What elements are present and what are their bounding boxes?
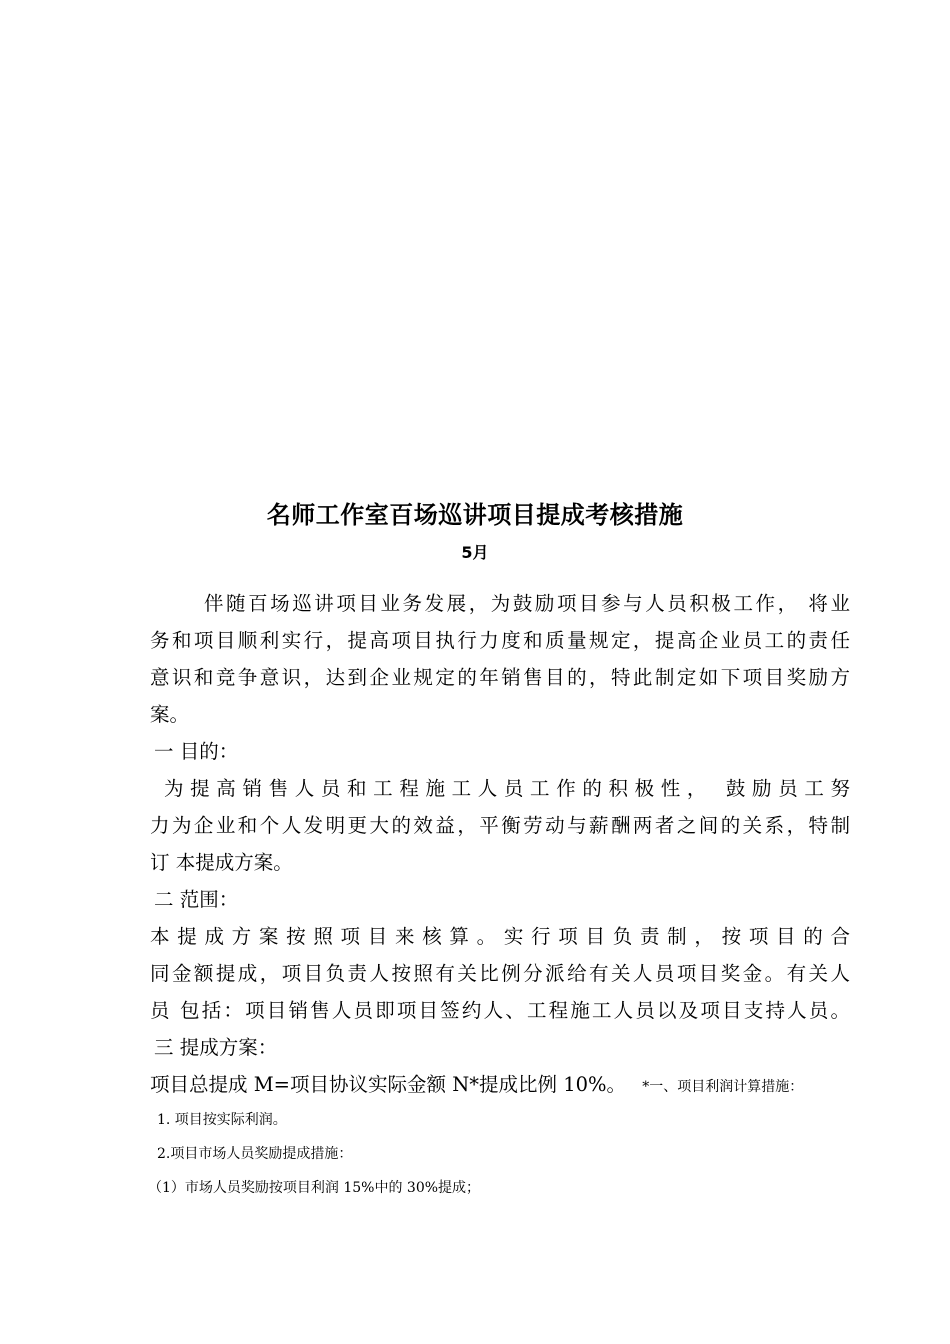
scope-line-1: 本提成方案按照项目来核算。实行项目负责制，按项目的合 — [150, 925, 850, 948]
purpose-line-3: 订 本提成方案。 — [150, 851, 293, 874]
profit-method-note: *一、项目利润计算措施： — [642, 1079, 804, 1095]
scope-line-3: 员 包括：项目销售人员即项目签约人、工程施工人员以及项目支持人员。 — [150, 999, 850, 1022]
intro-line-4: 案。 — [150, 703, 190, 726]
list-item-1: 1. 项目按实际利润。 — [157, 1112, 287, 1128]
intro-line-2: 务和项目顺利实行，提高项目执行力度和质量规定，提高企业员工的责任 — [150, 629, 850, 652]
section-heading-scope: 二 范围： — [154, 888, 239, 911]
section-heading-plan: 三 提成方案： — [154, 1036, 278, 1059]
section-heading-purpose: 一 目的： — [154, 740, 239, 763]
list-item-2: 2.项目市场人员奖励提成措施： — [157, 1146, 353, 1162]
document-date: 5月 — [461, 543, 489, 562]
intro-line-3: 意识和竞争意识，达到企业规定的年销售目的，特此制定如下项目奖励方 — [150, 666, 850, 689]
document-title: 名师工作室百场巡讲项目提成考核措施 — [266, 501, 684, 529]
purpose-line-2: 力为企业和个人发明更大的效益，平衡劳动与薪酬两者之间的关系，特制 — [150, 814, 850, 837]
intro-line-1: 伴随百场巡讲项目业务发展，为鼓励项目参与人员积极工作， 将业 — [204, 592, 850, 615]
purpose-line-1: 为提高销售人员和工程施工人员工作的积极性， 鼓励员工努 — [164, 777, 850, 800]
scope-line-2: 同金额提成，项目负责人按照有关比例分派给有关人员项目奖金。有关人 — [150, 962, 850, 985]
commission-formula: 项目总提成 M=项目协议实际金额 N*提成比例 10%。 — [150, 1073, 627, 1096]
list-item-3: （1）市场人员奖励按项目利润 15%中的 30%提成； — [148, 1180, 481, 1196]
plan-formula-line — [150, 1066, 850, 1106]
